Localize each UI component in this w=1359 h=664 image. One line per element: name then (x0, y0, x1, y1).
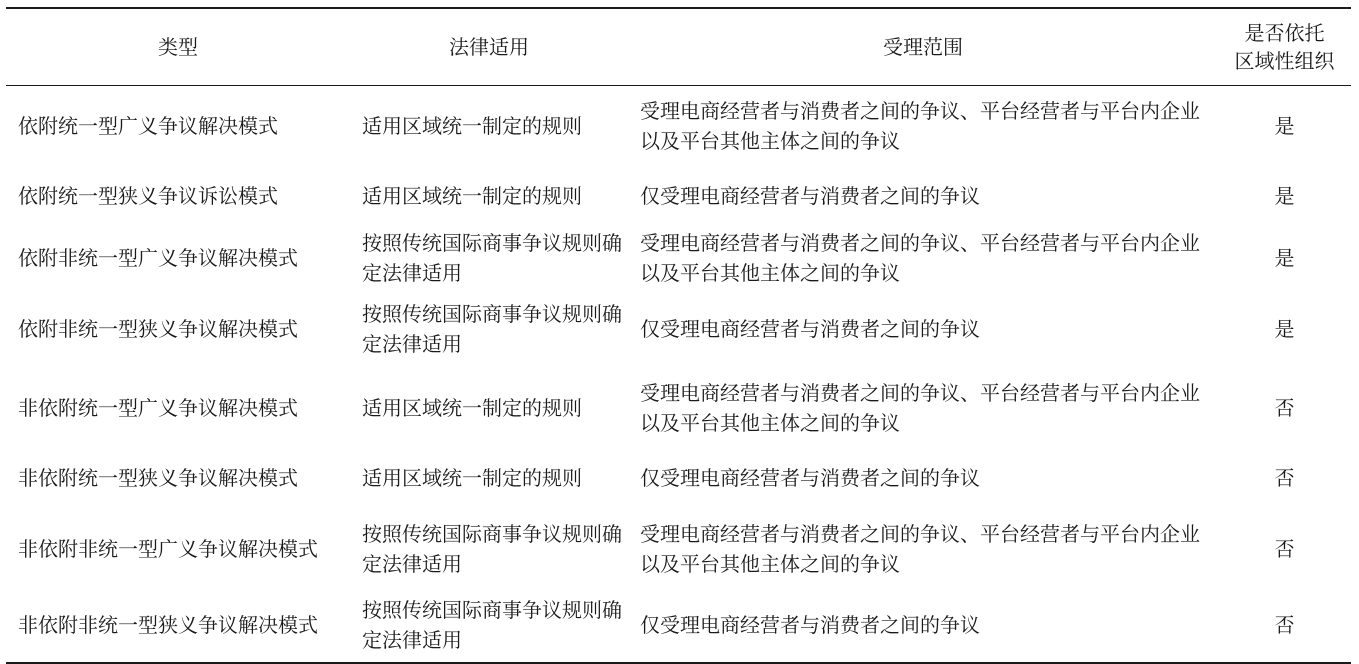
header-scope: 受理范围 (883, 35, 963, 59)
cell-scope: 受理电商经营者与消费者之间的争议、平台经营者与平台内企业以及平台其他主体之间的争议 (640, 231, 1200, 285)
cell-law: 适用区域统一制定的规则 (362, 395, 582, 420)
header-regional (1218, 8, 1351, 86)
cell-type: 非依附非统一型狭义争议解决模式 (18, 613, 318, 637)
cell-law: 适用区域统一制定的规则 (362, 466, 582, 490)
cell-scope: 仅受理电商经营者与消费者之间的争议 (640, 466, 980, 490)
cell-law: 按照传统国际商事争议规则确定法律适用 (362, 521, 622, 576)
header-type: 类型 (158, 35, 198, 59)
cell-scope: 受理电商经营者与消费者之间的争议、平台经营者与平台内企业以及平台其他主体之间的争议 (640, 98, 1200, 153)
cell-type: 非依附非统一型广义争议解决模式 (18, 536, 318, 561)
table-row (6, 368, 1351, 447)
cell-regional: 是 (1274, 316, 1295, 341)
table-row (6, 509, 1351, 588)
table-header (6, 8, 1351, 86)
table-row (6, 289, 1351, 368)
table-row (6, 227, 1351, 289)
table-row (6, 86, 1351, 166)
cell-type: 非依附统一型狭义争议解决模式 (18, 466, 298, 490)
dispute-modes-table-container (6, 7, 1351, 664)
cell-law: 按照传统国际商事争议规则确定法律适用 (362, 598, 622, 652)
table-row (6, 447, 1351, 509)
table-row (6, 588, 1351, 663)
table-body (6, 86, 1351, 664)
cell-law: 适用区域统一制定的规则 (362, 184, 582, 208)
cell-type: 依附非统一型广义争议解决模式 (18, 246, 298, 270)
dispute-modes-table (6, 7, 1351, 664)
cell-scope: 仅受理电商经营者与消费者之间的争议 (640, 613, 980, 637)
cell-regional: 是 (1274, 246, 1295, 270)
cell-type: 依附统一型狭义争议诉讼模式 (18, 184, 278, 208)
cell-scope: 受理电商经营者与消费者之间的争议、平台经营者与平台内企业以及平台其他主体之间的争议 (640, 521, 1200, 576)
cell-regional: 否 (1274, 466, 1295, 490)
cell-law: 按照传统国际商事争议规则确定法律适用 (362, 301, 622, 356)
cell-regional: 是 (1274, 113, 1295, 138)
cell-law: 适用区域统一制定的规则 (362, 113, 582, 138)
header-regional-line2: 区域性组织 (1234, 49, 1335, 73)
header-law: 法律适用 (449, 35, 529, 59)
cell-scope: 仅受理电商经营者与消费者之间的争议 (640, 184, 980, 208)
cell-type: 依附非统一型狭义争议解决模式 (18, 316, 298, 341)
header-row (6, 8, 1351, 86)
cell-scope: 受理电商经营者与消费者之间的争议、平台经营者与平台内企业以及平台其他主体之间的争议 (640, 380, 1200, 435)
cell-regional: 是 (1274, 184, 1295, 208)
cell-regional: 否 (1274, 536, 1295, 561)
cell-regional: 否 (1274, 613, 1295, 637)
cell-regional: 否 (1274, 395, 1295, 420)
table-row (6, 165, 1351, 227)
cell-law: 按照传统国际商事争议规则确定法律适用 (362, 231, 622, 285)
cell-type: 依附统一型广义争议解决模式 (18, 113, 278, 138)
cell-scope: 仅受理电商经营者与消费者之间的争议 (640, 316, 980, 341)
header-regional-line1: 是否依托 (1244, 21, 1325, 45)
cell-type: 非依附统一型广义争议解决模式 (18, 395, 298, 420)
